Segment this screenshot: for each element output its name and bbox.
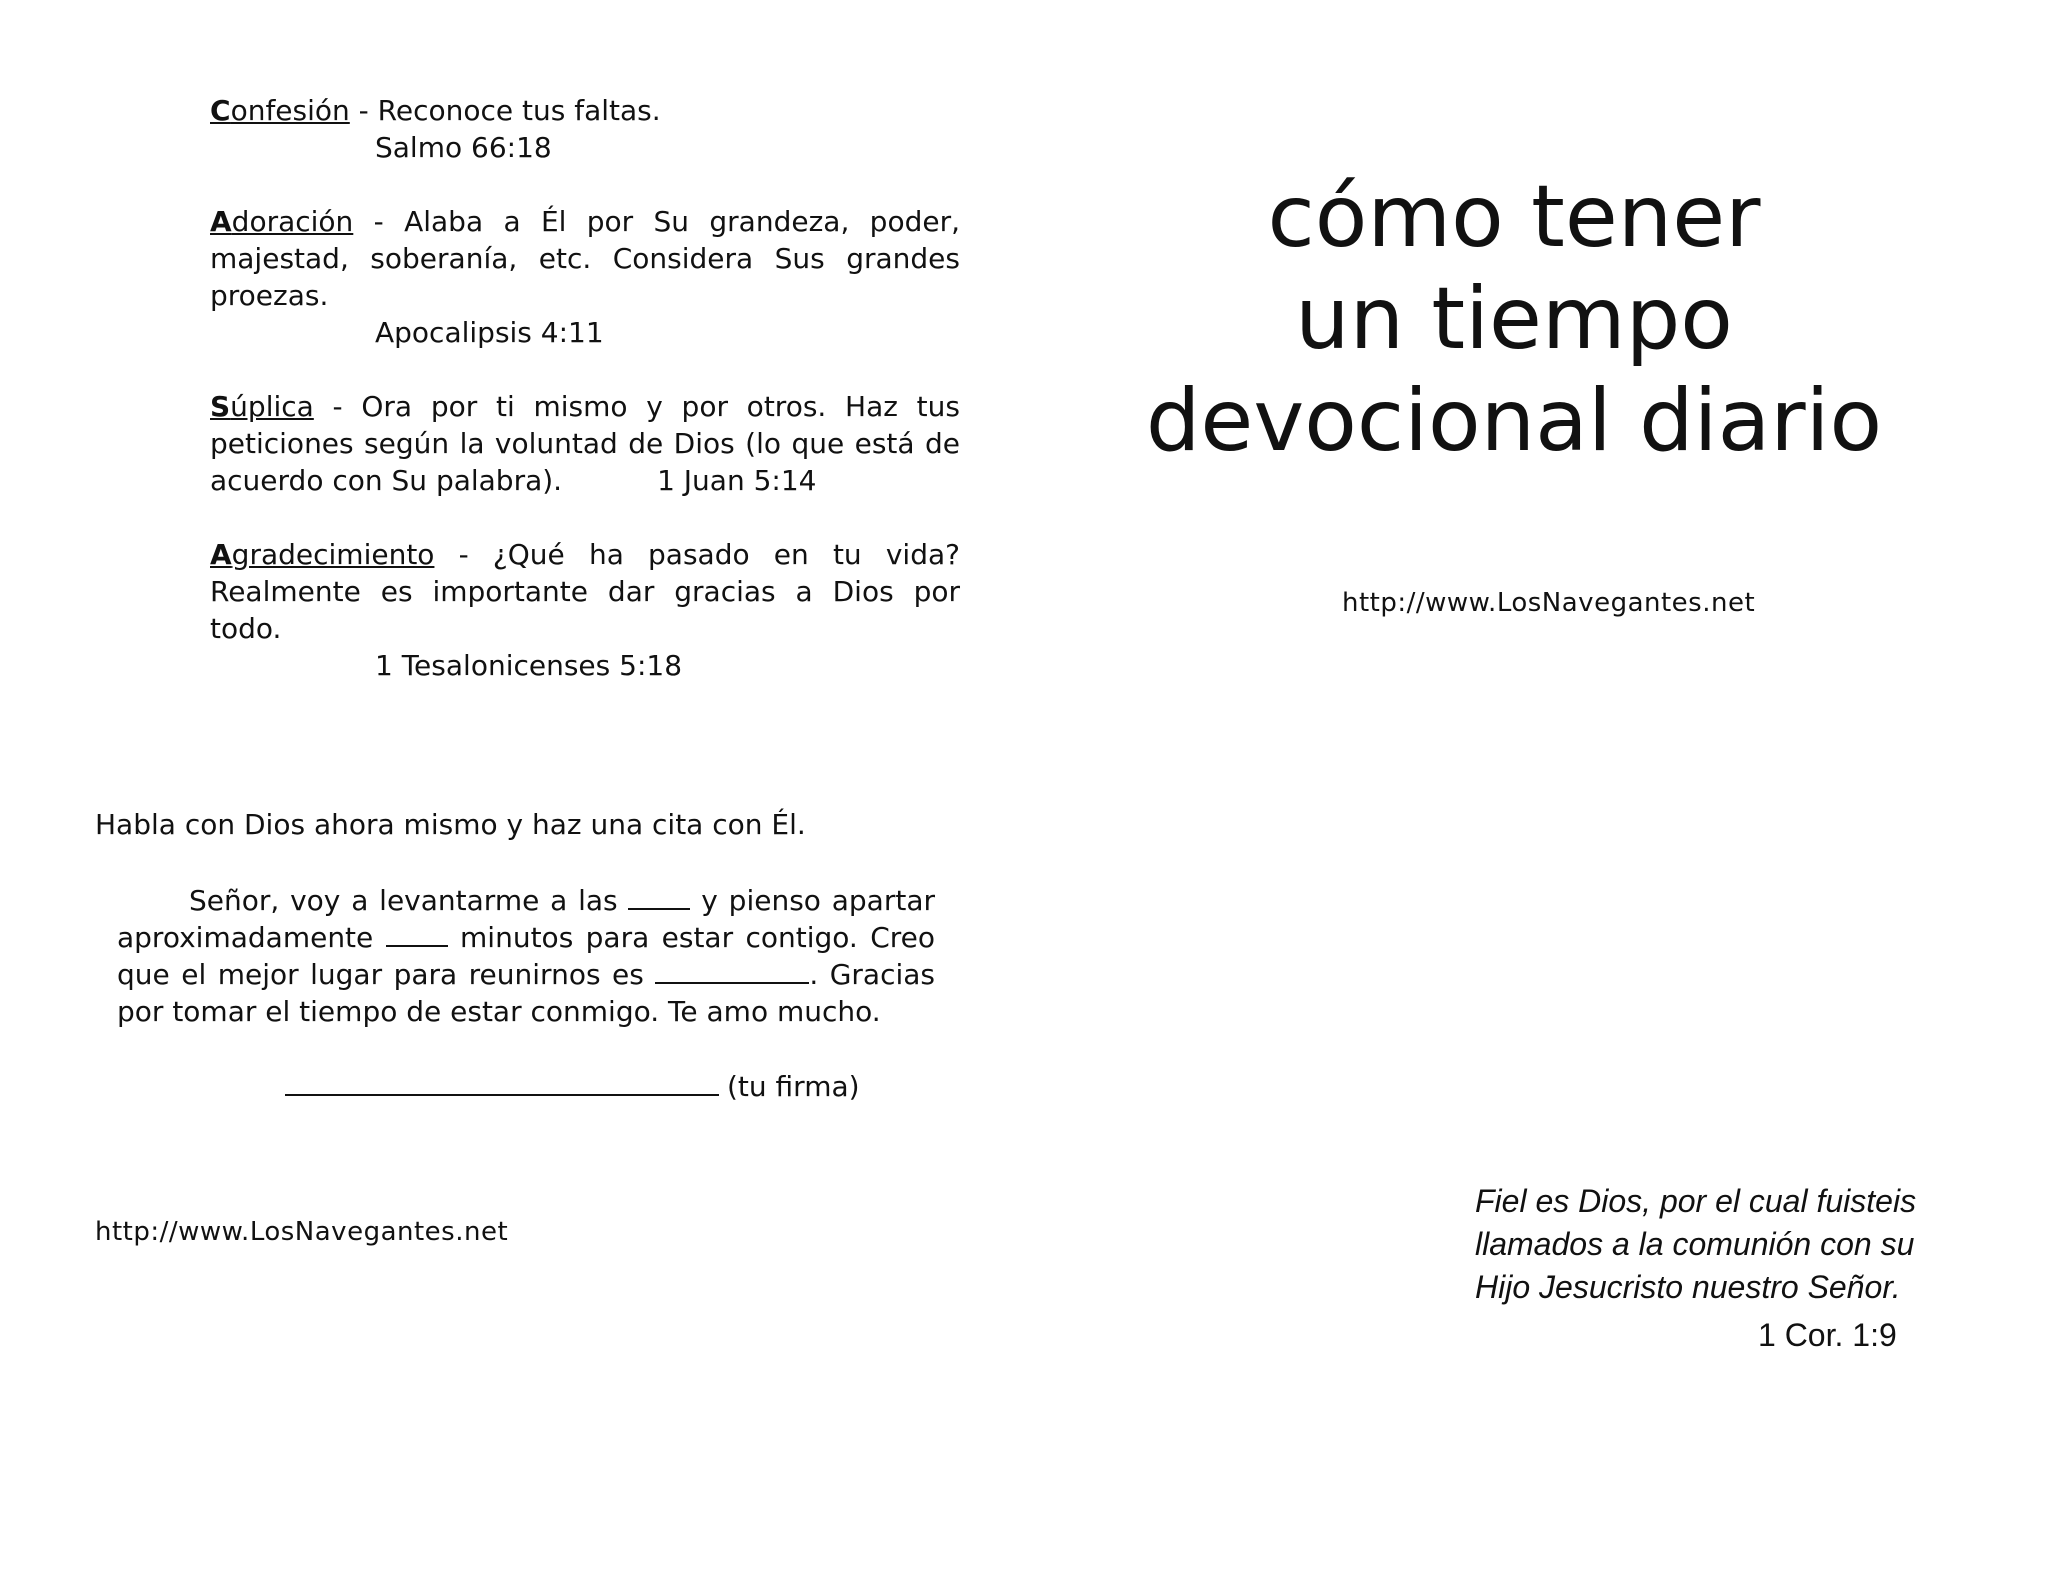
acts-list [210,92,960,721]
website-link[interactable]: http://www.LosNavegantes.net [95,1217,509,1247]
signature-line [285,1064,860,1103]
act-name: Súplica [210,390,314,423]
act-ref: Salmo 66:18 [375,131,552,164]
verse-reference: 1 Cor. 1:9 [1758,1317,1897,1353]
invitation-text: Habla con Dios ahora mismo y haz una cita con Él. [95,808,806,841]
act-name: Adoración [210,205,354,238]
act-text: - Reconoce tus faltas. [349,94,661,127]
bible-verse: Fiel es Dios, por el cual fuisteis llamados a la comunión con su Hijo Jesucristo nuestro Señor. [1475,1183,1917,1305]
act-ref: 1 Tesalonicenses 5:18 [375,649,683,682]
act-text: - ¿Qué ha pasado en tu vida? Realmente es importante dar gracias a Dios por todo. [210,538,960,645]
act-ref: Apocalipsis 4:11 [375,316,604,349]
prayer-commitment: Señor, voy a levantarme a las y pienso apartar aproximadamente minutos para estar contigo. Creo que el mejor lugar para reunirnos es . Gracias por tomar el tiempo de estar conmigo. Te amo mucho. [117,884,935,1028]
place-blank[interactable] [655,956,809,984]
act-supplication [210,388,960,499]
minutes-blank[interactable] [386,919,448,947]
page-title: cómo tener un tiempo devocional diario [1145,167,1883,471]
act-adoration [210,203,960,351]
act-ref: 1 Juan 5:14 [657,464,817,497]
website-link[interactable]: http://www.LosNavegantes.net [1342,588,1756,618]
signature-label: (tu firma) [727,1070,860,1103]
act-name: Agradecimiento [210,538,435,571]
act-confession [210,92,960,166]
act-name: Confesión [210,94,350,127]
wake-time-blank[interactable] [628,882,690,910]
right-panel [1024,0,2048,1582]
signature-blank[interactable] [285,1064,719,1096]
act-text: - Alaba a Él por Su grandeza, poder, majestad, soberanía, etc. Considera Sus grandes proezas. [210,205,960,312]
act-thanksgiving [210,536,960,684]
act-text: - Ora por ti mismo y por otros. Haz tus peticiones según la voluntad de Dios (lo que está de acuerdo con Su palabra). [210,390,960,497]
